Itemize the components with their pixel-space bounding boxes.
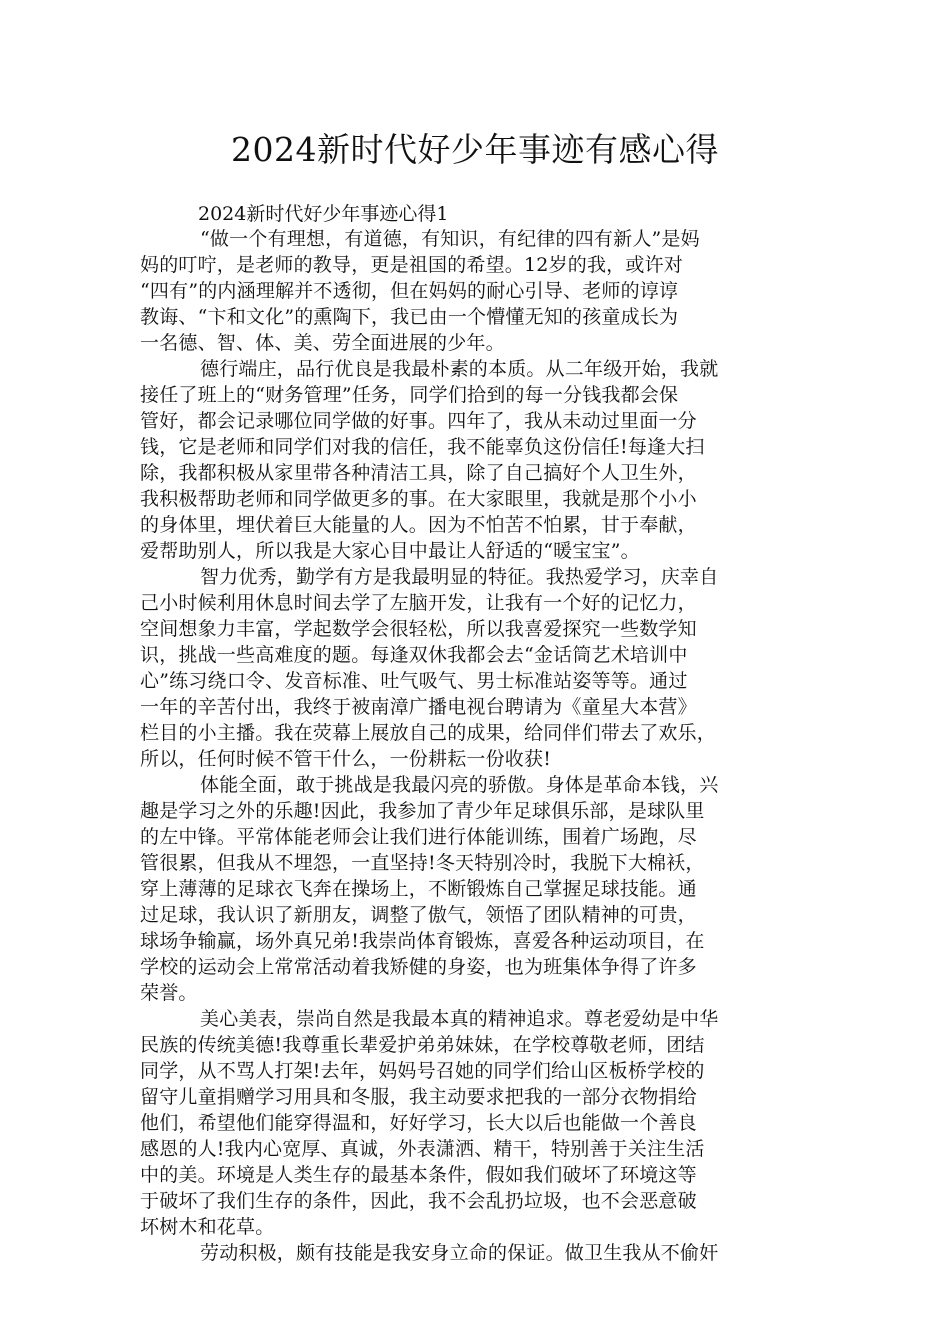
paragraph-line: 荣誉。 <box>140 982 198 1004</box>
paragraph-line: 他们，希望他们能穿得温和，好好学习，长大以后也能做一个善良 <box>140 1112 697 1134</box>
paragraph-line: 教诲、“卞和文化”的熏陶下，我已由一个懵懂无知的孩童成长为 <box>140 306 679 328</box>
body-paragraph <box>140 772 820 1006</box>
paragraph-line: 钱，它是老师和同学们对我的信任，我不能辜负这份信任!每逢大扫 <box>140 436 705 458</box>
paragraph-line: 同学，从不骂人打架!去年，妈妈号召她的同学们给山区板桥学校的 <box>140 1060 705 1082</box>
paragraph-line: 中的美。环境是人类生存的最基本条件，假如我们破坏了环境这等 <box>140 1164 697 1186</box>
body-paragraph <box>140 356 820 564</box>
paragraph-line: 德行端庄，品行优良是我最朴素的本质。从二年级开始，我就 <box>200 358 719 380</box>
body-paragraph <box>140 1240 820 1266</box>
paragraph-line: 除，我都积极从家里带各种清洁工具，除了自己搞好个人卫生外， <box>140 462 697 484</box>
paragraph-line: 管很累，但我从不埋怨，一直坚持!冬天特别冷时，我脱下大棉袄， <box>140 852 705 874</box>
paragraph-line: 爱帮助别人，所以我是大家心目中最让人舒适的“暖宝宝”。 <box>140 540 640 562</box>
body-paragraph <box>140 226 820 356</box>
document-subtitle: 2024新时代好少年事迹心得1 <box>198 203 449 225</box>
paragraph-line: 的左中锋。平常体能老师会让我们进行体能训练，围着广场跑，尽 <box>140 826 697 848</box>
paragraph-line: 智力优秀，勤学有方是我最明显的特征。我热爱学习，庆幸自 <box>200 566 719 588</box>
paragraph-line: 己小时候利用休息时间去学了左脑开发，让我有一个好的记忆力， <box>140 592 697 614</box>
paragraph-line: 劳动积极，颇有技能是我安身立命的保证。做卫生我从不偷奸 <box>200 1242 719 1264</box>
paragraph-line: 穿上薄薄的足球衣飞奔在操场上，不断锻炼自己掌握足球技能。通 <box>140 878 697 900</box>
paragraph-line: 的身体里，埋伏着巨大能量的人。因为不怕苦不怕累，甘于奉献， <box>140 514 697 536</box>
paragraph-line: “做一个有理想，有道德，有知识，有纪律的四有新人”是妈 <box>200 228 700 250</box>
paragraph-line: 妈的叮咛，是老师的教导，更是祖国的希望。12岁的我，或许对 <box>140 254 683 276</box>
paragraph-line: 学校的运动会上常常活动着我矫健的身姿，也为班集体争得了许多 <box>140 956 697 978</box>
paragraph-line: 识，挑战一些高难度的题。每逢双休我都会去“金话筒艺术培训中 <box>140 644 688 666</box>
body-paragraph <box>140 564 820 772</box>
paragraph-line: 栏目的小主播。我在荧幕上展放自己的成果，给同伴们带去了欢乐， <box>140 722 717 744</box>
paragraph-line: 民族的传统美德!我尊重长辈爱护弟弟妹妹，在学校尊敬老师，团结 <box>140 1034 705 1056</box>
paragraph-line: 一年的辛苦付出，我终于被南漳广播电视台聘请为《童星大本营》 <box>140 696 697 718</box>
paragraph-line: 于破坏了我们生存的条件，因此，我不会乱扔垃圾，也不会恶意破 <box>140 1190 697 1212</box>
paragraph-line: 留守儿童捐赠学习用具和冬服，我主动要求把我的一部分衣物捐给 <box>140 1086 697 1108</box>
paragraph-line: 过足球，我认识了新朋友，调整了傲气，领悟了团队精神的可贵， <box>140 904 697 926</box>
paragraph-line: 管好，都会记录哪位同学做的好事。四年了，我从未动过里面一分 <box>140 410 697 432</box>
body-paragraph <box>140 1006 820 1240</box>
paragraph-line: 趣是学习之外的乐趣!因此，我参加了青少年足球俱乐部，是球队里 <box>140 800 705 822</box>
document-title: 2024新时代好少年事迹有感心得 <box>231 130 719 169</box>
paragraph-line: 体能全面，敢于挑战是我最闪亮的骄傲。身体是革命本钱，兴 <box>200 774 719 796</box>
paragraph-line: “四有”的内涵理解并不透彻，但在妈妈的耐心引导、老师的谆谆 <box>140 280 679 302</box>
paragraph-line: 感恩的人!我内心宽厚、真诚，外表潇洒、精干，特别善于关注生活 <box>140 1138 705 1160</box>
paragraph-line: 接任了班上的“财务管理”任务，同学们拾到的每一分钱我都会保 <box>140 384 679 406</box>
paragraph-line: 心”练习绕口令、发音标准、吐气吸气、男士标准站姿等等。通过 <box>140 670 688 692</box>
paragraph-line: 球场争输赢，场外真兄弟!我崇尚体育锻炼，喜爱各种运动项目，在 <box>140 930 705 952</box>
paragraph-line: 空间想象力丰富，学起数学会很轻松，所以我喜爱探究一些数学知 <box>140 618 697 640</box>
paragraph-line: 我积极帮助老师和同学做更多的事。在大家眼里，我就是那个小小 <box>140 488 697 510</box>
paragraph-line: 美心美表，崇尚自然是我最本真的精神追求。尊老爱幼是中华 <box>200 1008 719 1030</box>
document-body <box>140 226 820 1266</box>
paragraph-line: 一名德、智、体、美、劳全面进展的少年。 <box>140 332 505 354</box>
paragraph-line: 所以，任何时候不管干什么，一份耕耘一份收获! <box>140 748 552 770</box>
paragraph-line: 坏树木和花草。 <box>140 1216 275 1238</box>
